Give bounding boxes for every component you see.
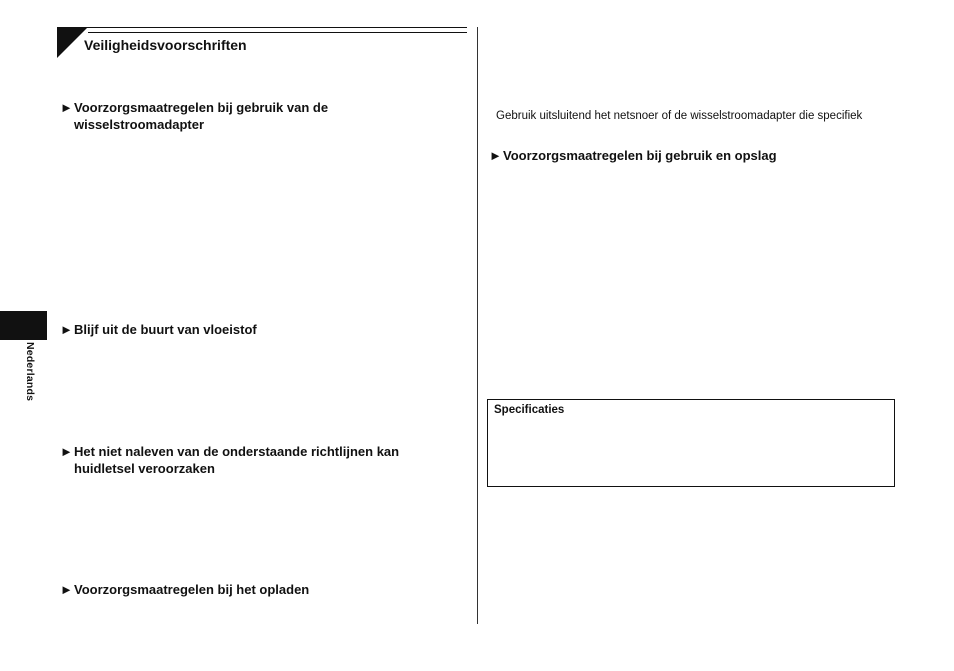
section-heading-charging xyxy=(60,581,460,598)
arrow-right-icon: ► xyxy=(489,148,502,163)
language-tab xyxy=(0,311,47,340)
language-label: Nederlands xyxy=(24,342,36,402)
page-title: Veiligheidsvoorschriften xyxy=(84,37,247,53)
section-heading-text: Voorzorgsmaatregelen bij het opladen xyxy=(74,582,310,597)
section-heading-liquid xyxy=(60,321,460,338)
section-heading-skin xyxy=(60,443,460,477)
section-heading-text: Blijf uit de buurt van vloeistof xyxy=(74,322,257,337)
section-heading-text: Het niet naleven van de onderstaande richtlijnen kan huidletsel veroorzaken xyxy=(74,444,400,476)
body-text-line: Gebruik uitsluitend het netsnoer of de wisselstroomadapter die specifiek xyxy=(496,110,863,122)
section-heading-text: Voorzorgsmaatregelen bij gebruik en opslag xyxy=(503,148,777,163)
header-rule-bottom xyxy=(88,32,467,33)
arrow-right-icon: ► xyxy=(60,582,73,597)
section-heading-use-storage xyxy=(489,147,889,164)
section-heading-adapter xyxy=(60,99,460,133)
specifications-box xyxy=(487,399,895,487)
arrow-right-icon: ► xyxy=(60,322,73,337)
arrow-right-icon: ► xyxy=(60,444,73,459)
specifications-title: Specificaties xyxy=(494,404,565,416)
column-divider xyxy=(477,27,478,624)
header-rule-top xyxy=(57,27,467,28)
arrow-right-icon: ► xyxy=(60,100,73,115)
section-heading-text: Voorzorgsmaatregelen bij gebruik van de wisselstroomadapter xyxy=(74,100,329,132)
